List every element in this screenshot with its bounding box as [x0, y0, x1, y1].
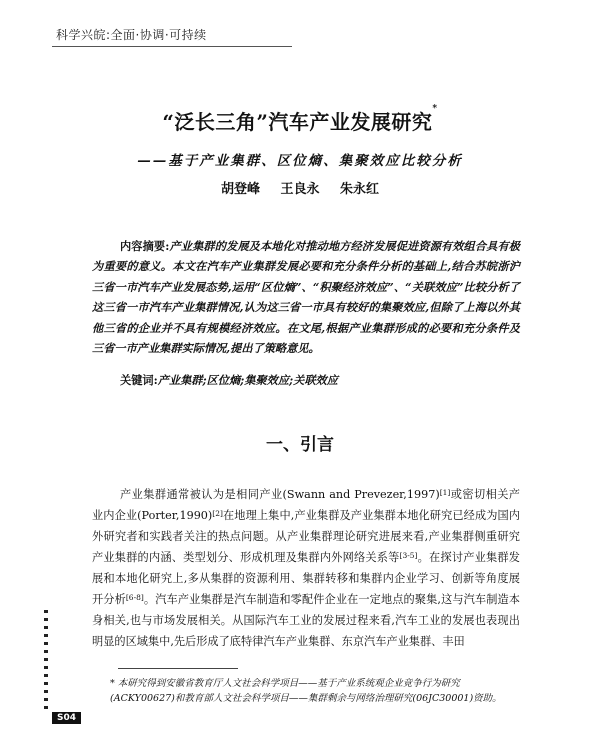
abstract [92, 236, 520, 358]
author-list [0, 178, 600, 197]
citation: [3-5] [399, 551, 418, 560]
footnote-text: 本研究得到安徽省教育厅人文社会科学项目——基于产业系统观企业竞争行为研究(ACKY00627)和教育部人文社会科学项目——集群剩余与网络治理研究(06JC30001)资助。 [110, 678, 502, 704]
keywords-label: 关键词: [120, 373, 158, 387]
abstract-label: 内容摘要: [120, 239, 170, 253]
footnote-marker: * [110, 678, 115, 689]
author: 胡登峰 [220, 182, 260, 197]
title-footnote-marker: * [432, 104, 438, 114]
keywords-text: 产业集群;区位熵;集聚效应;关联效应 [157, 373, 338, 387]
citation: [1] [439, 488, 451, 497]
footnote-rule [118, 668, 238, 669]
binding-edge-marks [44, 610, 48, 710]
footnote [110, 676, 520, 706]
body-segment: 。在探讨产业集群发展和本地化研究上,多从集群的资源利用、集群转移和集群内企业学习、创新等角度展开分析 [92, 551, 520, 606]
body-segment: 产业集群通常被认为是相同产业(Swann and Prevezer,1997) [120, 488, 440, 501]
page-number: S04 [52, 712, 81, 724]
body-segment: 在地理上集中,产业集群及产业集群本地化研究已经成为国内外研究者和实践者关注的热点问题。从产业集群理论研究进展来看,产业集群侧重研究产业集群的内涵、类型划分、形成机理及集群内外网络关系等 [92, 509, 520, 564]
author: 王良永 [280, 182, 320, 197]
title-text: “泛长三角”汽车产业发展研究 [162, 110, 433, 134]
journal-slogan: 科学兴皖:全面·协调·可持续 [56, 28, 207, 42]
body-segment: 或密切相关产业内企业(Porter,1990) [92, 488, 520, 522]
keywords [120, 372, 520, 388]
citation: [2] [212, 509, 223, 518]
section-heading: 一、引言 [266, 435, 334, 455]
paper-title [0, 106, 600, 135]
body-segment: 。汽车产业集群是汽车制造和零配件企业在一定地点的聚集,这与汽车制造本身相关,也与市场发展相关。从国际汽车工业的发展过程来看,汽车工业的发展也表现出明显的区域集中,先后形成了底特律汽车产业集群、东京汽车产业集群、丰田 [92, 593, 520, 648]
citation: [6-8] [125, 593, 144, 602]
abstract-text: 产业集群的发展及本地化对推动地方经济发展促进资源有效组合具有极为重要的意义。本文在汽车产业集群发展必要和充分条件分析的基础上,结合苏皖浙沪三省一市汽车产业发展态势,运用“区位熵”、“积聚经济效应”、“关联效应”比较分析了这三省一市汽车产业集群情况,认为这三省一市具有较好的集聚效应,但除了上海以外其他三省的企业并不具有规模经济效应。在文尾,根据产业集群形成的必要和充分条件及三省一市产业集群实际情况,提出了策略意见。 [92, 239, 520, 356]
body-paragraph [92, 484, 520, 652]
header-rule [52, 46, 292, 47]
paper-subtitle: ——基于产业集群、区位熵、集聚效应比较分析 [137, 153, 463, 169]
author: 朱永红 [340, 182, 380, 197]
